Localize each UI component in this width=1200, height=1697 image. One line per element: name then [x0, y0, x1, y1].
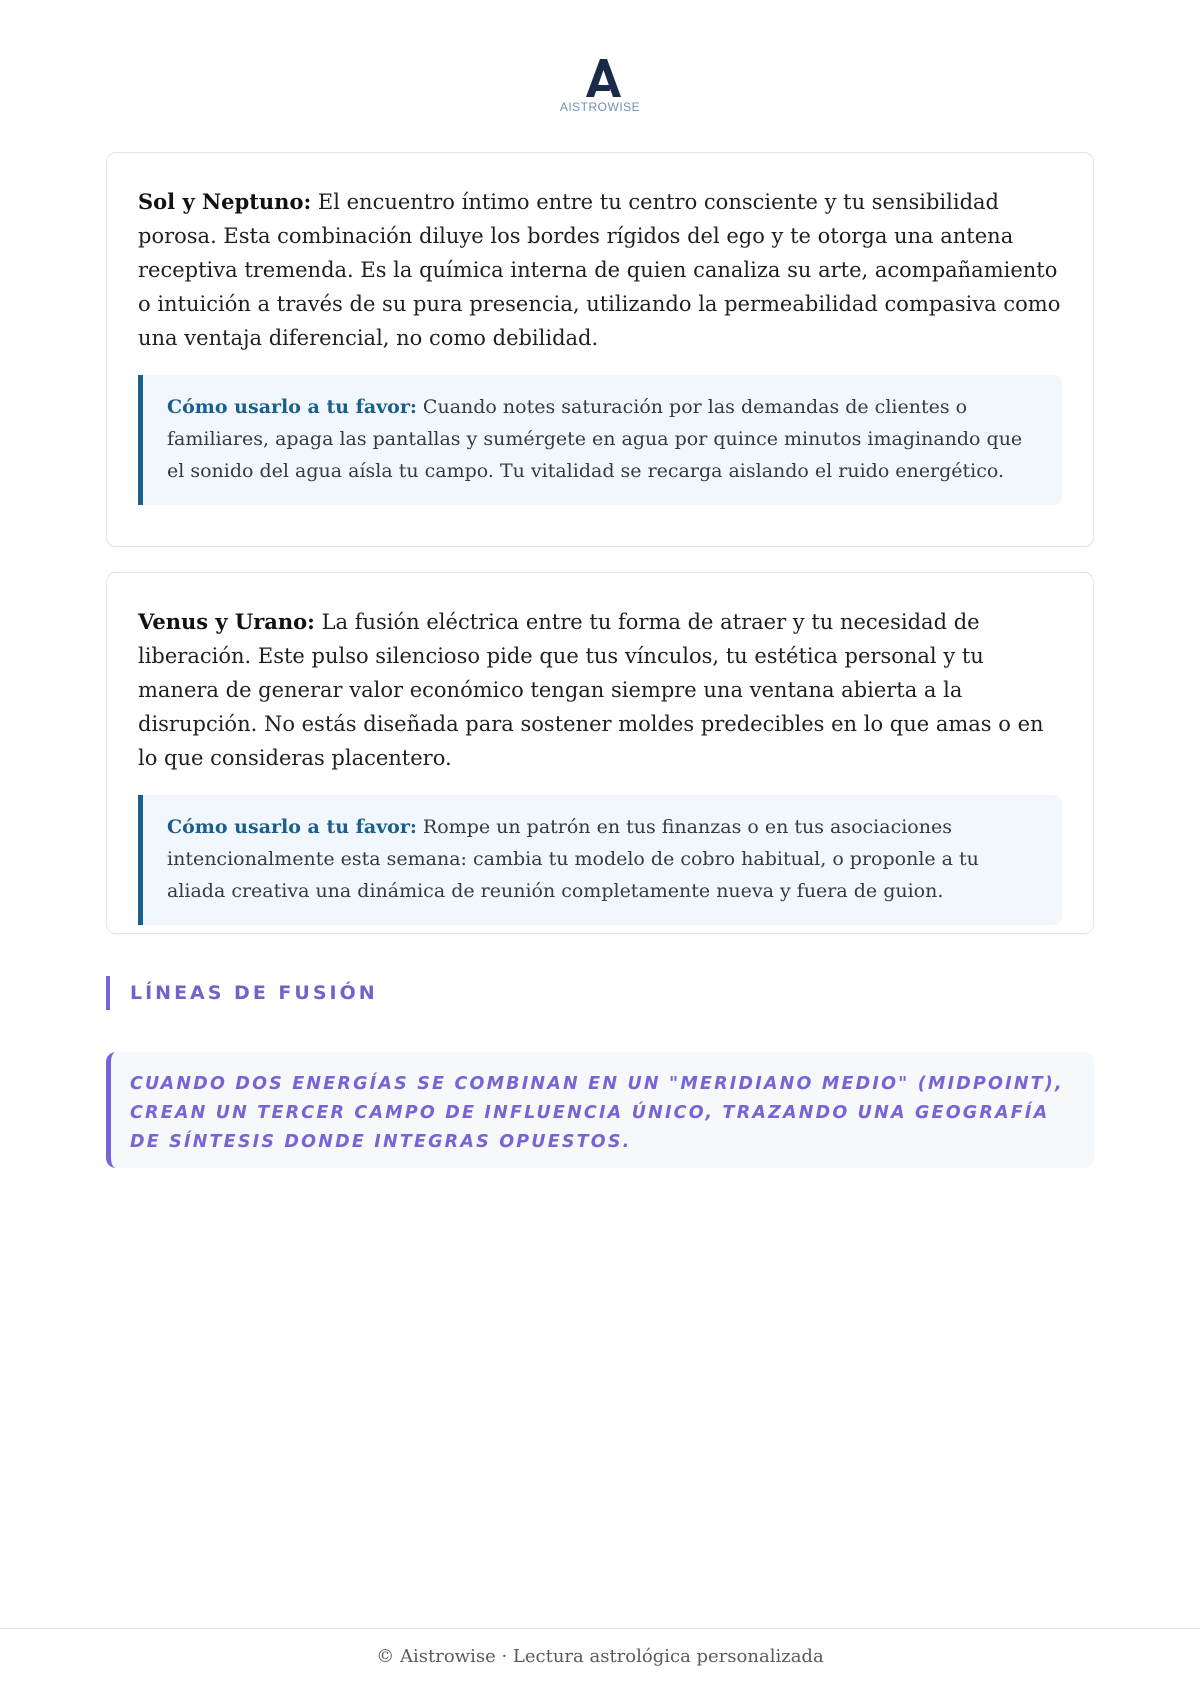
- aspect-description: [138, 605, 1062, 775]
- aspect-description: [138, 185, 1062, 355]
- tip-label: Cómo usarlo a tu favor:: [167, 396, 417, 418]
- footer-divider: [0, 1628, 1200, 1629]
- brand-logo: [0, 58, 1200, 114]
- aspect-text: La fusión eléctrica entre tu forma de atraer y tu necesidad de liberación. Este pulso silencioso pide que tus vínculos, tu estética personal y tu manera de generar valor económico tengan siempre una ventana abierta a la disrupción. No estás diseñada para sostener moldes predecibles en lo que amas o en lo que consideras placentero.: [138, 610, 1044, 770]
- aistrowise-logo-icon: [578, 58, 622, 98]
- aspect-text: El encuentro íntimo entre tu centro consciente y tu sensibilidad porosa. Esta combinación diluye los bordes rígidos del ego y te otorga una antena receptiva tremenda. Es la química interna de quien canaliza su arte, acompañamiento o intuición a través de su pura presencia, utilizando la permeabilidad compasiva como una ventaja diferencial, no como debilidad.: [138, 190, 1061, 350]
- aspect-card-sol-neptuno: [106, 152, 1094, 547]
- tip-label: Cómo usarlo a tu favor:: [167, 816, 417, 838]
- intro-quote: CUANDO DOS ENERGÍAS SE COMBINAN EN UN "MERIDIANO MEDIO" (MIDPOINT), CREAN UN TERCER CAMPO DE INFLUENCIA ÚNICO, TRAZANDO UNA GEOGRAFÍA DE SÍNTESIS DONDE INTEGRAS OPUESTOS.: [106, 1052, 1094, 1168]
- section-heading: LÍNEAS DE FUSIÓN: [106, 976, 378, 1010]
- aspect-term: Sol y Neptuno:: [138, 189, 312, 214]
- tip-box: [138, 795, 1062, 925]
- footer-text: © Aistrowise · Lectura astrológica personalizada: [376, 1646, 824, 1667]
- tip-text: Rompe un patrón en tus finanzas o en tus asociaciones intencionalmente esta semana: cambia tu modelo de cobro habitual, o proponle a tu aliada creativa una dinámica de reunión completamente nueva y fuera de guion.: [167, 816, 979, 902]
- tip-text: Cuando notes saturación por las demandas de clientes o familiares, apaga las pantallas y sumérgete en agua por quince minutos imaginando que el sonido del agua aísla tu campo. Tu vitalidad se recarga aislando el ruido energético.: [167, 396, 1023, 482]
- tip-box: [138, 375, 1062, 505]
- aspect-card-venus-urano: [106, 572, 1094, 934]
- logo-wordmark: AISTROWISE: [559, 100, 641, 114]
- aspect-term: Venus y Urano:: [138, 609, 315, 634]
